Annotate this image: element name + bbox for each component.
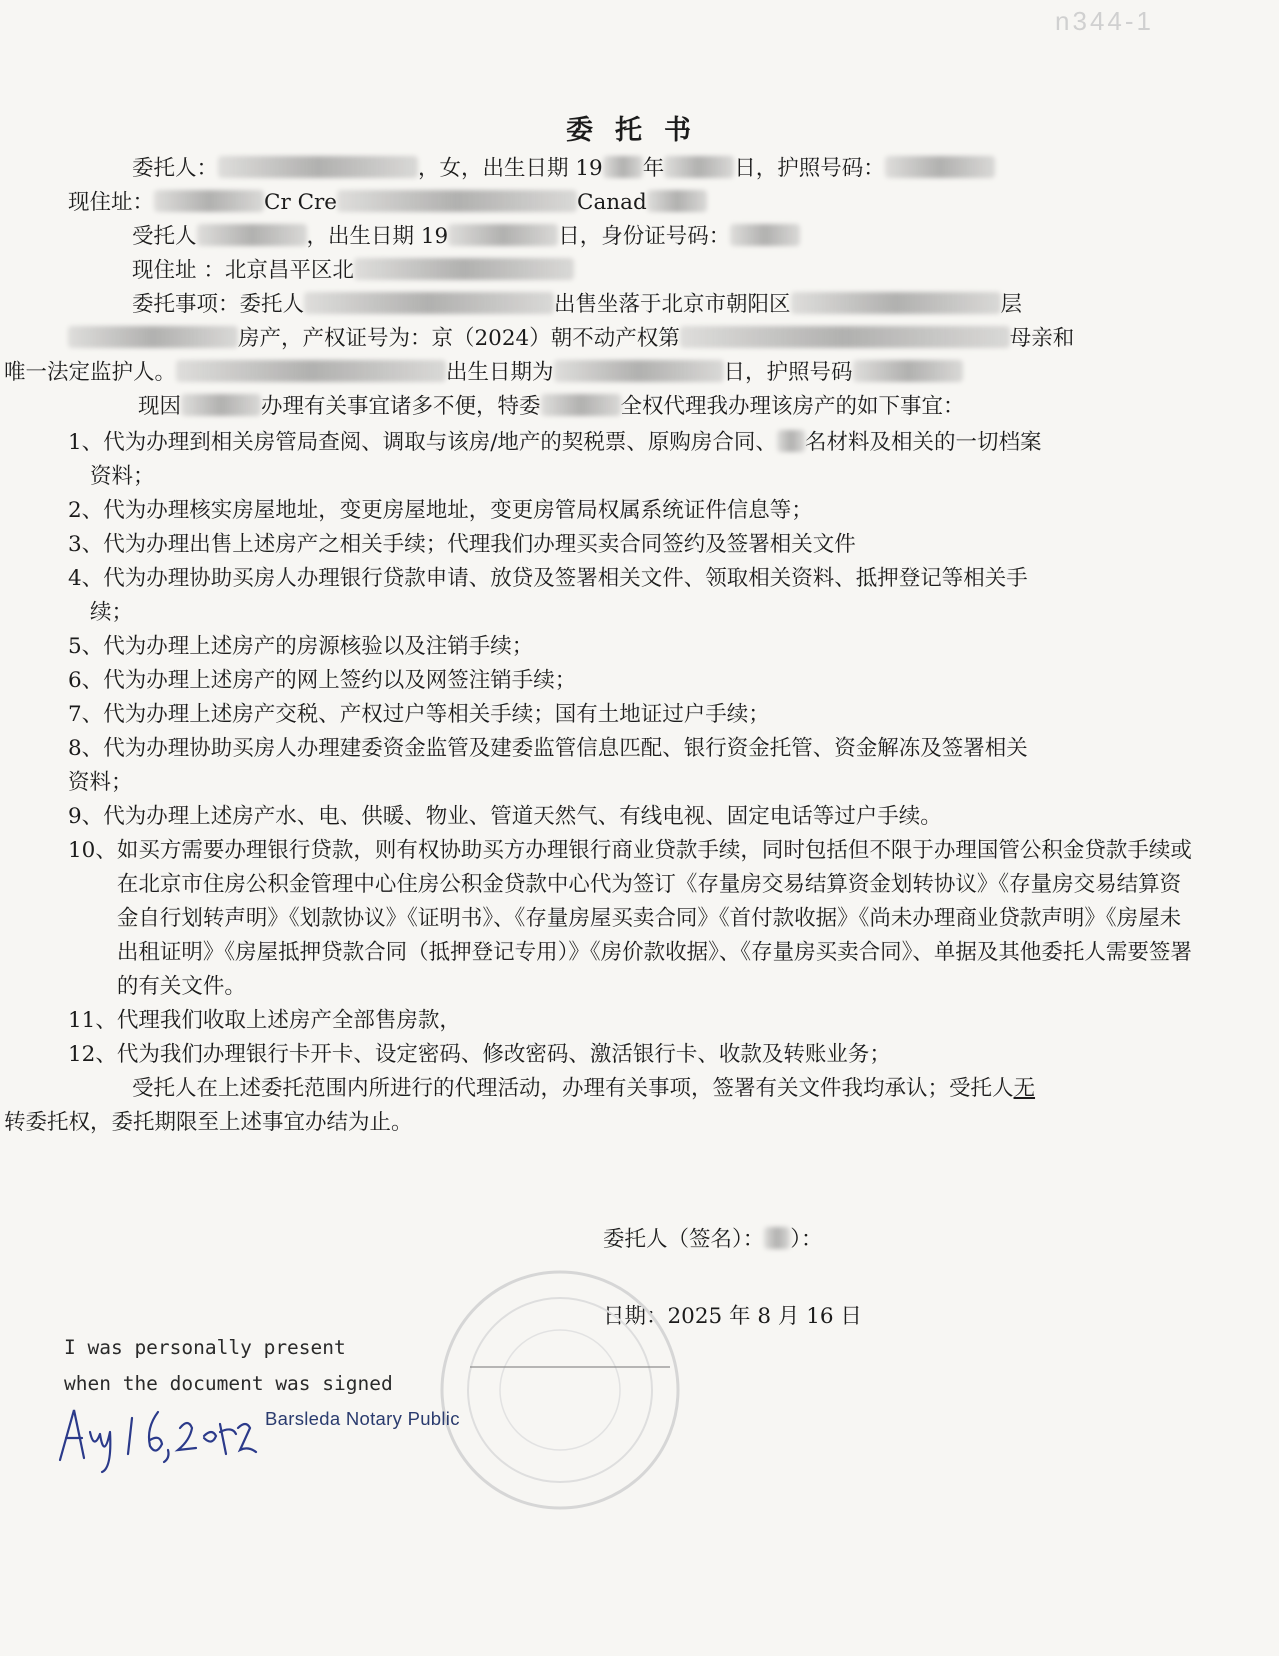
- agent-address-line: 现住址 ：北京昌平区北: [68, 254, 1198, 288]
- redacted-matter-1: [304, 292, 554, 314]
- signature-line: 委托人（签名）： ）：: [603, 1227, 823, 1252]
- redacted-guardian-birth: [554, 360, 724, 382]
- redacted-item-1: [777, 430, 805, 452]
- redacted-signature: [764, 1227, 790, 1249]
- document-title: 委托书: [566, 115, 713, 146]
- redacted-agent-ref: [541, 394, 621, 416]
- redacted-property-address: [791, 292, 1001, 314]
- list-item: 3、代为办理出售上述房产之相关手续；代理我们办理买卖合同签约及签署相关文件: [68, 532, 856, 557]
- document-body: [4, 152, 1198, 1140]
- redacted-agent-address: [354, 258, 574, 280]
- list-item: 11、代理我们收取上述房产全部售房款，: [68, 1008, 461, 1033]
- delegation-list: [68, 426, 1198, 1072]
- list-item: 4、代为办理协助买房人办理银行贷款申请、放贷及签署相关文件、领取相关资料、抵押登记等相关手 续；: [68, 566, 1028, 625]
- redacted-guardian-name: [176, 360, 446, 382]
- redacted-birth-year: [603, 156, 643, 178]
- list-item: 2、代为办理核实房屋地址，变更房屋地址，变更房管局权属系统证件信息等；: [68, 498, 813, 523]
- redacted-guardian-passport: [853, 360, 963, 382]
- list-item: 6、代为办理上述房产的网上签约以及网签注销手续；: [68, 668, 577, 693]
- redacted-address-2: [337, 190, 577, 212]
- matter-paragraph: 委托事项：委托人 出售坐落于北京市朝阳区 层 房产，产权证号为：京（2024）朝不动产权第 母亲和 唯一法定监护人。 出生日期为 日，护照号码: [4, 292, 1075, 385]
- list-item: 9、代为办理上述房产水、电、供暖、物业、管道天然气、有线电视、固定电话等过户手续。: [68, 804, 942, 829]
- redacted-property-unit: [68, 326, 238, 348]
- list-item: 5、代为办理上述房产的房源核验以及注销手续；: [68, 634, 534, 659]
- principal-line: 委托人： ，女，出生日期 19 年 日，护照号码：: [68, 152, 1198, 186]
- list-item: 10、 如买方需要办理银行贷款，则有权协助买方办理银行商业贷款手续，同时包括但不限于办理国管公积金贷款手续或在北京市住房公积金管理中心住房公积金贷款中心代为签订《存量房交易结算资金划转协议》《存量房交易结算资金自行划转声明》《划款协议》《证明书》、《存量房屋买卖合同》《首付款收据》《尚未办理商业贷款声明》《房屋未出租证明》《房屋抵押贷款合同（抵押登记专用）》《房价款收据》、《存量房买卖合同》、单据及其他委托人需要签署的有关文件。: [68, 838, 1192, 999]
- redacted-birth-date: [664, 156, 734, 178]
- authorization-line: 现因 办理有关事宜诸多不便，特委 全权代理我办理该房产的如下事宜：: [138, 394, 965, 419]
- signature-rule: [470, 1366, 670, 1368]
- handwritten-date-signature: [52, 1388, 262, 1478]
- list-item: 7、代为办理上述房产交税、产权过户等相关手续；国有土地证过户手续；: [68, 702, 770, 727]
- witness-line-1: I was personally present: [64, 1336, 346, 1359]
- redacted-reason: [181, 394, 261, 416]
- corner-file-mark: n344-1: [1055, 6, 1154, 36]
- redacted-address-3: [647, 190, 707, 212]
- notary-seal-emboss: [430, 1260, 690, 1520]
- redacted-name: [218, 156, 418, 178]
- notary-stamp-text: Barsleda Notary Public: [265, 1408, 460, 1429]
- redacted-passport: [885, 156, 995, 178]
- redacted-agent-id: [730, 224, 800, 246]
- list-item: 8、代为办理协助买房人办理建委资金监管及建委监管信息匹配、银行资金托管、资金解冻及签署相关 资料；: [68, 736, 1028, 795]
- redacted-cert-number: [680, 326, 1010, 348]
- redacted-agent-birth: [448, 224, 558, 246]
- agent-line: 受托人 ，出生日期 19 日，身份证号码：: [68, 220, 1198, 254]
- principal-address-line: 现住址： Cr Cre Canad: [68, 186, 1198, 220]
- date-line: 日期：2025 年 8 月 16 日: [603, 1304, 862, 1329]
- list-item: 1、代为办理到相关房管局查阅、调取与该房/地产的契税票、原购房合同、 名材料及相关的一切档案 资料；: [68, 430, 1042, 489]
- list-item: 12、代为我们办理银行卡开卡、设定密码、修改密码、激活银行卡、收款及转账业务；: [68, 1042, 891, 1067]
- redacted-agent-name: [197, 224, 307, 246]
- closing-paragraph: 受托人在上述委托范围内所进行的代理活动，办理有关事项，签署有关文件我均承认；受托人无 转委托权，委托期限至上述事宜办结为止。: [4, 1076, 1036, 1135]
- witness-line-2: when the document was signed: [64, 1372, 393, 1395]
- redacted-address-1: [154, 190, 264, 212]
